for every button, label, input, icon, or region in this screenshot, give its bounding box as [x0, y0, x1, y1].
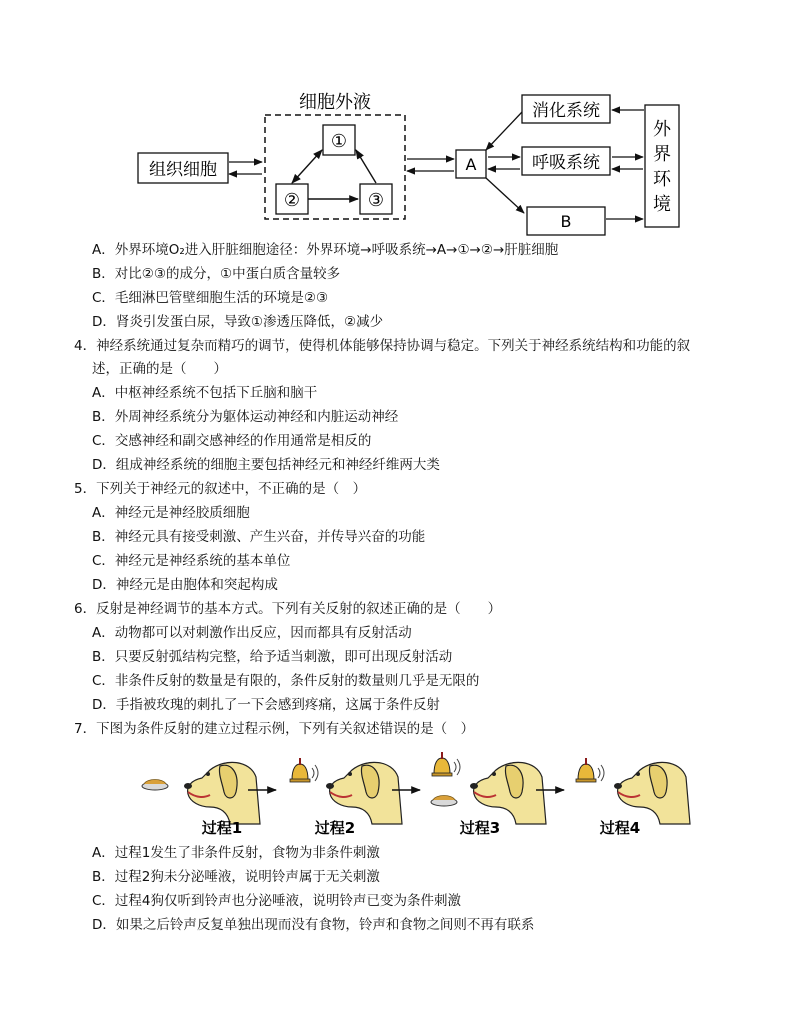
- q5-option-a: A．神经元是神经胶质细胞: [92, 505, 250, 521]
- q3-option-c: C．毛细淋巴管壁细胞生活的环境是②③: [92, 290, 329, 306]
- q7-stem: 7．下图为条件反射的建立过程示例，下列有关叙述错误的是（ ）: [74, 721, 475, 737]
- q3-option-a: A．外界环境O₂进入肝脏细胞途径：外界环境→呼吸系统→A→①→②→肝脏细胞: [92, 242, 559, 258]
- q6-option-d: D．手指被玫瑰的刺扎了一下会感到疼痛，这属于条件反射: [92, 697, 440, 713]
- process-4-label: 过程4: [599, 819, 641, 837]
- q5-stem: 5．下列关于神经元的叙述中，不正确的是（ ）: [74, 481, 367, 497]
- q4-option-b: B．外周神经系统分为躯体运动神经和内脏运动神经: [92, 409, 399, 425]
- body-fluid-diagram: [0, 0, 794, 240]
- q3-option-b: B．对比②③的成分，①中蛋白质含量较多: [92, 266, 341, 282]
- node-3-label: ③: [367, 190, 385, 211]
- q6-option-c: C．非条件反射的数量是有限的，条件反射的数量则几乎是无限的: [92, 673, 480, 689]
- respiratory-system-label: 呼吸系统: [532, 153, 600, 173]
- node-1-label: ①: [330, 131, 348, 152]
- q7-option-b: B．过程2狗未分泌唾液，说明铃声属于无关刺激: [92, 869, 380, 885]
- q5-option-b: B．神经元具有接受刺激、产生兴奋，并传导兴奋的功能: [92, 529, 426, 545]
- tissue-cell-label: 组织细胞: [149, 160, 217, 180]
- q4-stem-cont: 述，正确的是（ ）: [92, 361, 227, 377]
- external-env-char-3: 环: [653, 169, 671, 190]
- external-env-char-1: 外: [653, 119, 671, 140]
- q7-option-a: A．过程1发生了非条件反射，食物为非条件刺激: [92, 845, 380, 861]
- q4-option-a: A．中枢神经系统不包括下丘脑和脑干: [92, 385, 318, 401]
- q6-option-a: A．动物都可以对刺激作出反应，因而都具有反射活动: [92, 625, 412, 641]
- digestive-system-label: 消化系统: [532, 101, 600, 121]
- process-1-label: 过程1: [201, 819, 243, 837]
- process-3-label: 过程3: [459, 819, 501, 837]
- q4-option-c: C．交感神经和副交感神经的作用通常是相反的: [92, 433, 372, 449]
- external-env-char-4: 境: [653, 194, 671, 215]
- process-2-label: 过程2: [314, 819, 356, 837]
- q5-option-d: D．神经元是由胞体和突起构成: [92, 577, 278, 593]
- diagram-title: 细胞外液: [299, 92, 371, 113]
- node-b-label: B: [560, 212, 572, 231]
- external-env-char-2: 界: [653, 144, 671, 165]
- q7-option-d: D．如果之后铃声反复单独出现而没有食物，铃声和食物之间则不再有联系: [92, 917, 535, 933]
- q3-option-d: D．肾炎引发蛋白尿，导致①渗透压降低，②减少: [92, 314, 384, 330]
- q5-option-c: C．神经元是神经系统的基本单位: [92, 553, 291, 569]
- q4-option-d: D．组成神经系统的细胞主要包括神经元和神经纤维两大类: [92, 457, 440, 473]
- q6-stem: 6．反射是神经调节的基本方式。下列有关反射的叙述正确的是（ ）: [74, 601, 502, 617]
- q7-option-c: C．过程4狗仅听到铃声也分泌唾液，说明铃声已变为条件刺激: [92, 893, 462, 909]
- q6-option-b: B．只要反射弧结构完整，给予适当刺激，即可出现反射活动: [92, 649, 453, 665]
- conditioned-reflex-illustration: [0, 740, 794, 845]
- q4-stem: 4．神经系统通过复杂而精巧的调节，使得机体能够保持协调与稳定。下列关于神经系统结构和功能的叙: [74, 338, 691, 354]
- node-2-label: ②: [283, 190, 301, 211]
- node-a-label: A: [465, 155, 477, 174]
